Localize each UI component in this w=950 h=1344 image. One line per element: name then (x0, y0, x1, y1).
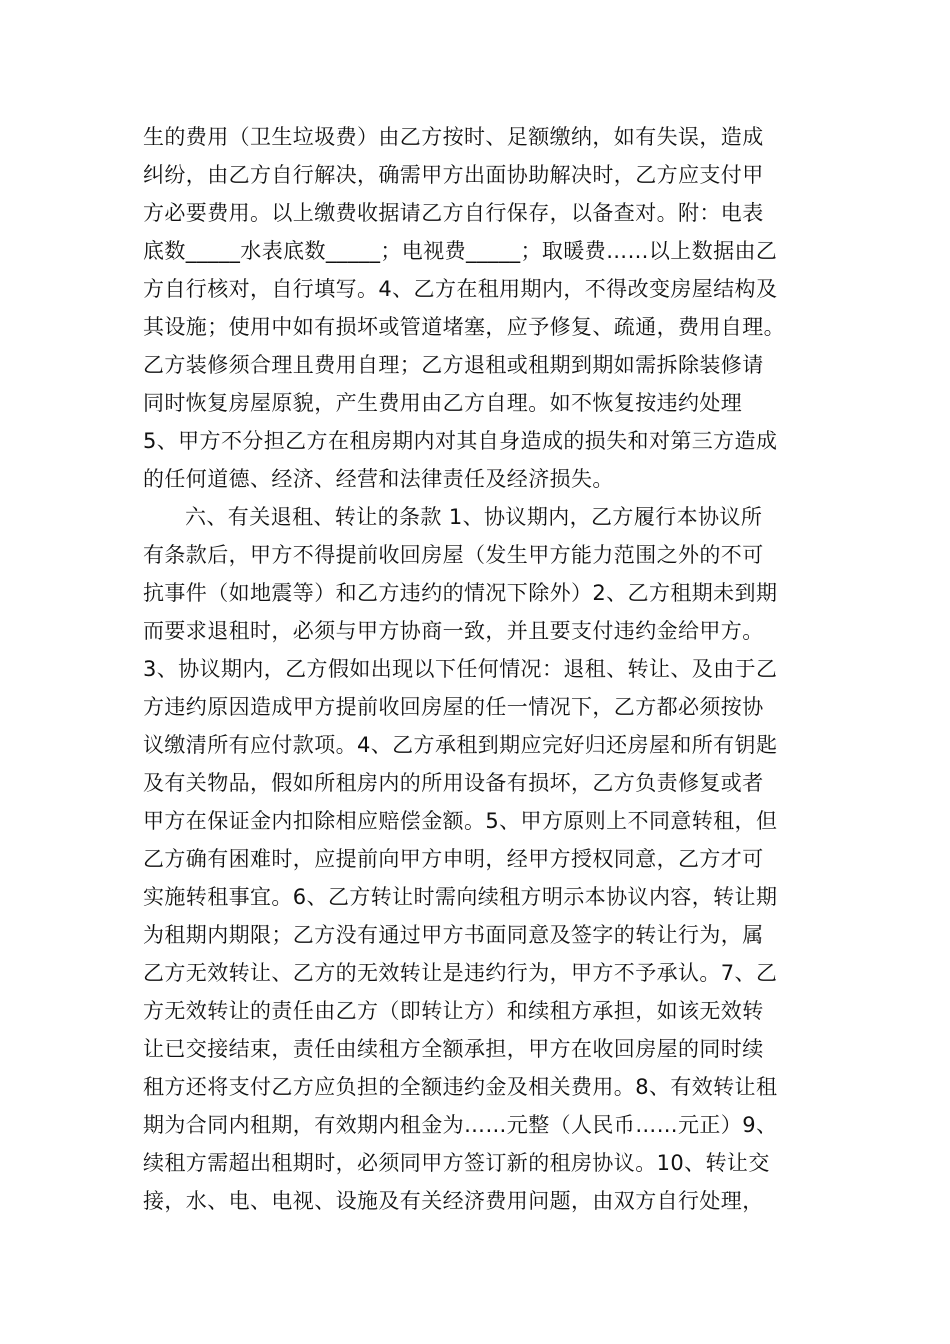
text-line: 生的费用（卫生垃圾费）由乙方按时、足额缴纳，如有失误，造成 (143, 125, 764, 149)
text-line: 方无效转让的责任由乙方（即转让方）和续租方承担，如该无效转 (143, 999, 764, 1023)
text-line: 有条款后，甲方不得提前收回房屋（发生甲方能力范围之外的不可 (143, 543, 764, 567)
text-line: 底数_____水表底数_____；电视费_____；取暖费……以上数据由乙 (143, 239, 778, 263)
text-line: 让已交接结束，责任由续租方全额承担，甲方在收回房屋的同时续 (143, 1037, 764, 1061)
text-line: 乙方装修须合理且费用自理；乙方退租或租期到期如需拆除装修请 (143, 353, 764, 377)
text-line: 3、协议期内，乙方假如出现以下任何情况：退租、转让、及由于乙 (143, 657, 778, 681)
document-body (143, 118, 823, 1220)
text-line: 及有关物品，假如所租房内的所用设备有损坏，乙方负责修复或者 (143, 771, 764, 795)
text-line: 议缴清所有应付款项。4、乙方承租到期应完好归还房屋和所有钥匙 (143, 733, 778, 757)
text-line: 方违约原因造成甲方提前收回房屋的任一情况下，乙方都必须按协 (143, 695, 764, 719)
text-line: 期为合同内租期，有效期内租金为……元整（人民币……元正）9、 (143, 1113, 778, 1137)
text-line: 续租方需超出租期时，必须同甲方签订新的租房协议。10、转让交 (143, 1151, 770, 1175)
text-line: 方必要费用。以上缴费收据请乙方自行保存，以备查对。附：电表 (143, 201, 764, 225)
text-line: 乙方确有困难时，应提前向甲方申明，经甲方授权同意，乙方才可 (143, 847, 764, 871)
text-line: 纠纷，由乙方自行解决，确需甲方出面协助解决时，乙方应支付甲 (143, 163, 764, 187)
text-line: 同时恢复房屋原貌，产生费用由乙方自理。如不恢复按违约处理 (143, 391, 743, 415)
text-line: 接，水、电、电视、设施及有关经济费用问题，由双方自行处理， (143, 1189, 764, 1213)
text-line: 甲方在保证金内扣除相应赔偿金额。5、甲方原则上不同意转租，但 (143, 809, 778, 833)
text-line: 实施转租事宜。6、乙方转让时需向续租方明示本协议内容，转让期 (143, 885, 778, 909)
text-line: 方自行核对，自行填写。4、乙方在租用期内，不得改变房屋结构及 (143, 277, 778, 301)
text-line: 而要求退租时，必须与甲方协商一致，并且要支付违约金给甲方。 (143, 619, 764, 643)
text-line: 抗事件（如地震等）和乙方违约的情况下除外）2、乙方租期未到期 (143, 581, 778, 605)
text-line: 租方还将支付乙方应负担的全额违约金及相关费用。8、有效转让租 (143, 1075, 778, 1099)
text-line: 5、甲方不分担乙方在租房期内对其自身造成的损失和对第三方造成 (143, 429, 778, 453)
section-heading-line: 六、有关退租、转让的条款 1、协议期内，乙方履行本协议所 (185, 505, 763, 529)
text-line: 为租期内期限；乙方没有通过甲方书面同意及签字的转让行为，属 (143, 923, 764, 947)
text-line: 其设施；使用中如有损坏或管道堵塞，应予修复、疏通，费用自理。 (143, 315, 785, 339)
text-line: 的任何道德、经济、经营和法律责任及经济损失。 (143, 467, 614, 491)
text-line: 乙方无效转让、乙方的无效转让是违约行为，甲方不予承认。7、乙 (143, 961, 778, 985)
